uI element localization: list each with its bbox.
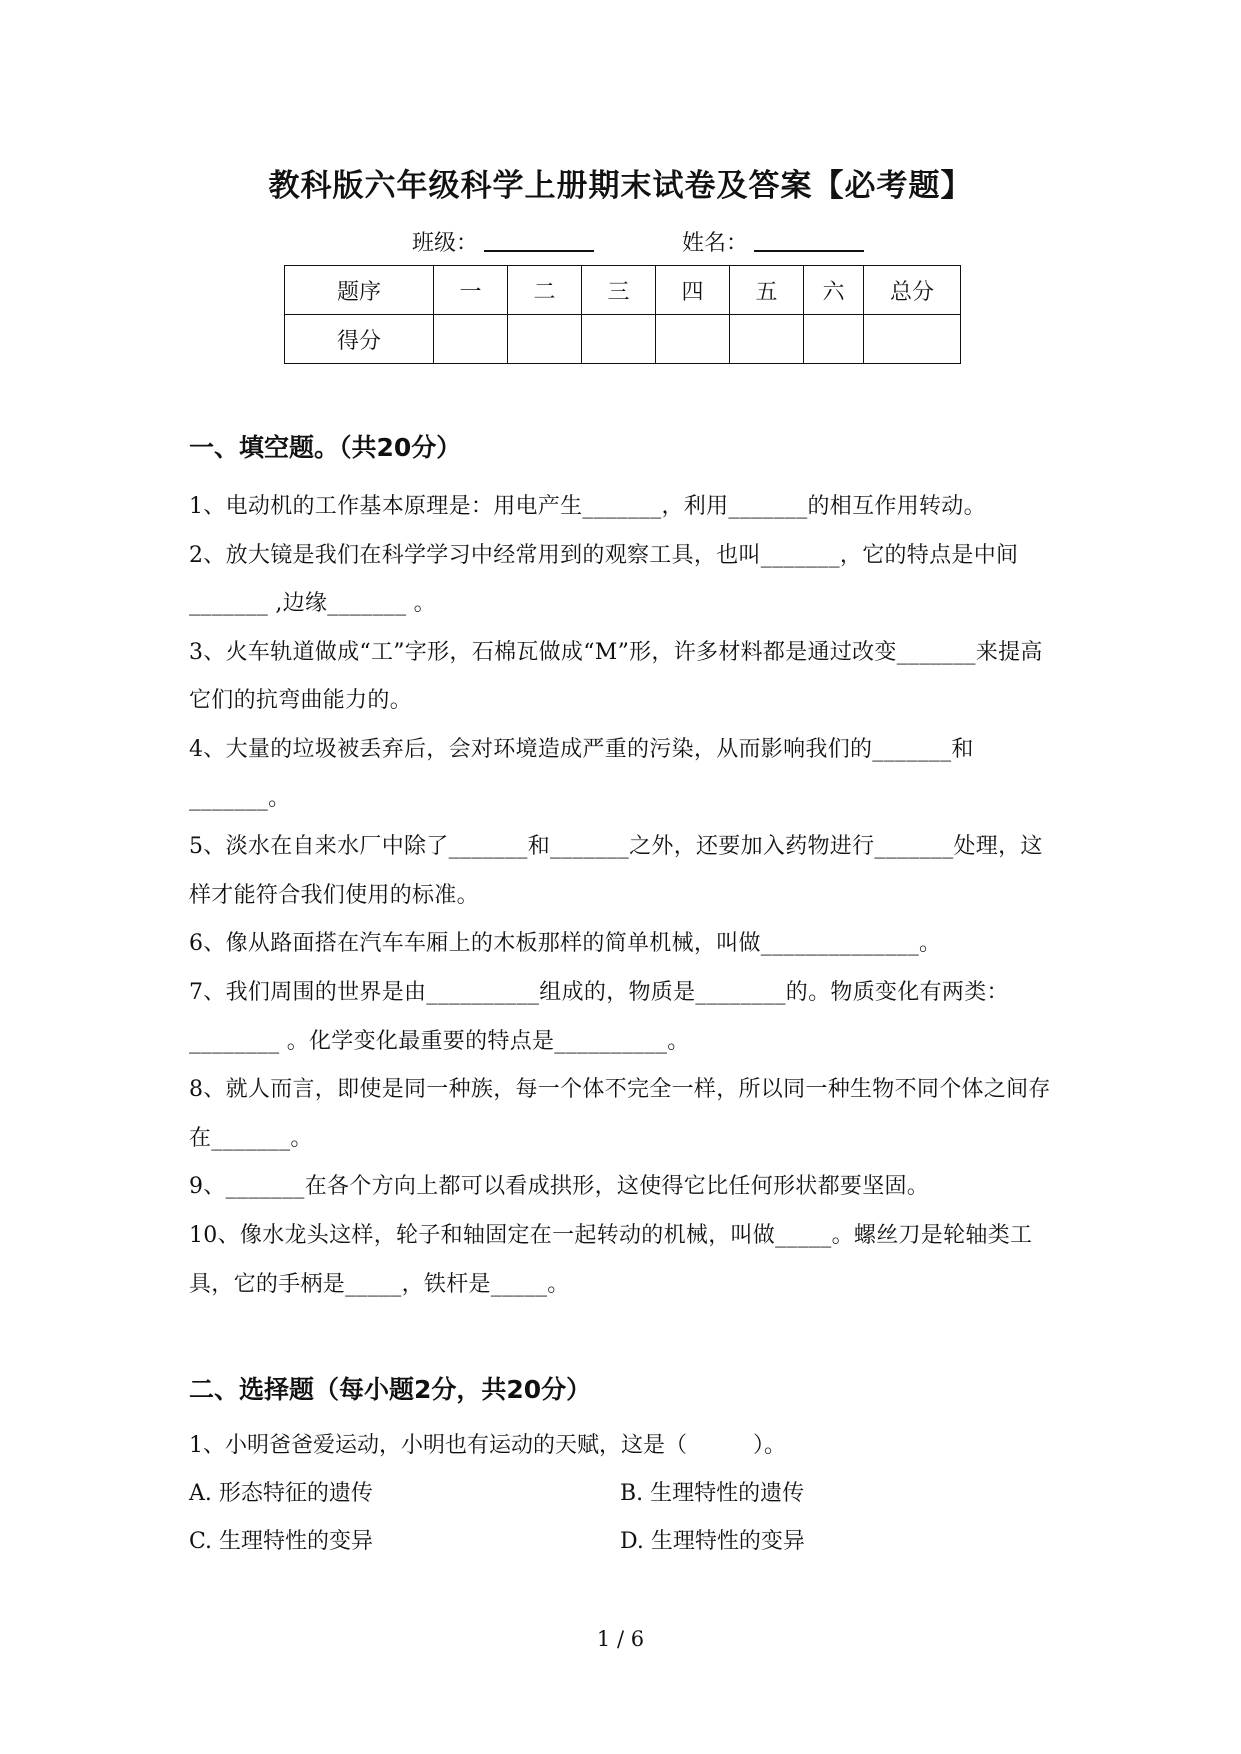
header-cell: 六 — [804, 266, 864, 315]
option-a: A. 形态特征的遗传 — [189, 1481, 373, 1506]
score-table-score-row — [285, 315, 961, 364]
question-item: 10、像水龙头这样，轮子和轴固定在一起转动的机械，叫做_____。螺丝刀是轮轴类工具，它的手柄是_____，铁杆是_____。 — [189, 1222, 1033, 1297]
header-cell: 题序 — [285, 266, 434, 315]
score-cell — [434, 315, 508, 364]
question-item: 1、电动机的工作基本原理是：用电产生_______，利用_______的相互作用转动。 — [189, 494, 986, 519]
exam-title: 教科版六年级科学上册期末试卷及答案【必考题】 — [268, 168, 973, 204]
question-item: 9、_______在各个方向上都可以看成拱形，这使得它比任何形状都要坚固。 — [189, 1174, 930, 1200]
score-cell — [582, 315, 656, 364]
header-cell: 二 — [508, 266, 582, 315]
section2-heading: 二、选择题（每小题2分，共20分） — [189, 1375, 592, 1404]
question-item: 8、就人而言，即使是同一种族，每一个体不完全一样，所以同一种生物不同个体之间存在_______。 — [189, 1077, 1051, 1151]
score-cell — [656, 315, 730, 364]
header-cell: 一 — [434, 266, 508, 315]
question-item: 3、火车轨道做成“工”字形，石棉瓦做成“M”形，许多材料都是通过改变_______来提高它们的抗弯曲能力的。 — [189, 639, 1043, 714]
class-blank — [484, 228, 594, 252]
option-d: D. 生理特性的变异 — [620, 1529, 805, 1554]
question-item: 5、淡水在自来水厂中除了_______和_______之外，还要加入药物进行_______处理，这样才能符合我们使用的标准。 — [189, 834, 1043, 908]
score-cell — [864, 315, 961, 364]
section1-questions — [189, 483, 1059, 1309]
score-table-header-row — [285, 266, 961, 315]
page-number: 1 / 6 — [596, 1627, 645, 1651]
score-table — [284, 265, 961, 364]
option-c: C. 生理特性的变异 — [189, 1529, 374, 1554]
header-cell: 四 — [656, 266, 730, 315]
section1-heading: 一、填空题。（共20分） — [189, 433, 462, 462]
question-item: 2、放大镜是我们在科学学习中经常用到的观察工具，也叫_______，它的特点是中间_______ ,边缘_______ 。 — [189, 542, 1019, 617]
header-cell: 三 — [582, 266, 656, 315]
score-cell — [730, 315, 804, 364]
name-label: 姓名： — [682, 231, 749, 256]
name-blank — [754, 228, 864, 252]
question-item: 7、我们周围的世界是由__________组成的，物质是________的。物质变化有两类：________ 。化学变化最重要的特点是__________。 — [189, 979, 1009, 1054]
header-cell: 总分 — [864, 266, 961, 315]
question-item: 4、大量的垃圾被丢弃后，会对环境造成严重的污染，从而影响我们的_______和_______。 — [189, 736, 974, 811]
class-label: 班级： — [412, 231, 479, 256]
row-label-cell: 得分 — [285, 315, 434, 364]
score-cell — [804, 315, 864, 364]
choice-question-stem: 1、小明爸爸爱运动，小明也有运动的天赋，这是（ ）。 — [189, 1433, 786, 1458]
question-item: 6、像从路面搭在汽车车厢上的木板那样的简单机械，叫做______________。 — [189, 931, 942, 957]
student-info — [412, 226, 864, 257]
option-b: B. 生理特性的遗传 — [620, 1481, 805, 1506]
header-cell: 五 — [730, 266, 804, 315]
score-cell — [508, 315, 582, 364]
